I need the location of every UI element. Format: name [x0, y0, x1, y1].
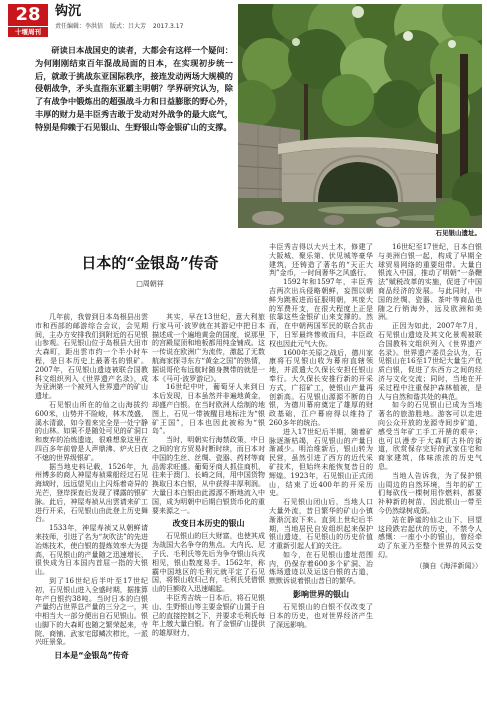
editor-credit: 责任编辑：李洪信	[55, 23, 104, 30]
paragraph: 1600年关原之战后，德川家康将石见银山收为幕府直辖领地，并派遣大久保长安担任银山奉行。大久保长安推行新的开采方式，广招矿工，使银山产量再创新高。石见银山源源不断的白银，为德川幕府奠定了雄厚的财政基础，江户幕府得以维持了260多年的统治。	[269, 348, 373, 427]
paragraph: 当地人告诉我，为了保护银山周边的自然环境，当年的矿工们每砍伐一棵树用作燃料，都要补种新的树苗，因此银山一带至今仍然绿树成荫。	[378, 471, 482, 515]
source-note: （摘自《海洋新闻》）	[415, 561, 482, 570]
section-heading: 日本是“金银岛”传奇	[54, 651, 129, 661]
paragraph: 进入17世纪后半期，随着矿脉逐渐枯竭，石见银山的产量日渐减少。明治维新后，银山转为民营，虽然引进了西方的近代采矿技术，但始终未能恢复昔日的辉煌。1923年，石见银山正式闭山，结束了近400年的开采历史。	[269, 427, 373, 498]
paragraph: 1533年，神屋寿祯又从朝鲜请来技师，引进了名为“灰吹法”的先进冶炼技术，使白银的提炼效率大为提高，石见银山的产量随之迅速增长，很快成为日本国内首屈一指的大银山。	[35, 524, 148, 577]
paragraph: 16世纪至17世纪，日本白银与美洲白银一起，构成了早期全球贸易网络的重要纽带。大量白银流入中国，推动了明朝“一条鞭法”赋税改革的实施，促进了中国商品经济的发展。与此同时，中国的丝绸、瓷器、茶叶等商品也随之行销海外，远及欧洲和美洲。	[378, 243, 482, 322]
designer-credit: 版式：吕大芳	[109, 23, 146, 30]
article-title: 日本的“金银岛”传奇	[81, 254, 219, 272]
photo-caption: 石见银山遗址。	[435, 229, 481, 237]
paragraph: 几年前，我曾到日本岛根县出雲市和西部的邮游综合会议，会见期间，主办方安排我们到附近的石见银山参观。石见银山位于岛根县大田市大森町，距出雲市约一个半小时车程，是日本历史上最著名的银矿。2007年，石见银山遗迹被联合国教科文组织列入《世界遗产名录》，成为亚洲第一个被列入世界遗产的矿山遗址。	[35, 313, 148, 401]
paragraph: 丰臣秀吉统一日本后，将石见银山、生野银山等主要金银矿山置于自己的直接控制之下，并要求毛利氏每年上缴大量白银。有了金银矿山提供的雄厚财力，	[152, 593, 265, 638]
article-column-3	[269, 243, 373, 698]
edition-meta	[55, 23, 188, 31]
section-heading: 改变日本历史的银山	[172, 519, 245, 529]
photo-illustration	[238, 4, 482, 228]
paragraph: 16世纪中叶，葡萄牙人来到日本后发现，日本虽然并非遍地黄金，却盛产白银。在当时欧洲人绘制的地图上，石见一带被醒目地标注为“银矿王国”，日本也因此被称为“银岛”。	[152, 383, 265, 436]
paragraph: 如今，在石见银山遗址范围内，仍保存着600多个矿洞、冶炼场遗迹以及运送白银的古道，默默诉说着银山昔日的繁华。	[269, 550, 373, 586]
paragraph: 1592年和1597年，丰臣秀吉两次出兵侵略朝鲜，妄图以朝鲜为跳板进而征服明朝，其庞大的军费开支，在很大程度上正是依靠这些金银矿山来支撑的。然而，在中朝两国军民的联合抗击下，日军最终惨败而归，丰臣政权也因此元气大伤。	[269, 278, 373, 348]
publication-name: 十堰周刊	[8, 27, 48, 37]
paragraph-continuation: 丰臣秀吉得以大兴土木，修建了大阪城、聚乐第、伏见城等豪华建筑，还铸造了著名的“天正大判”金币，一时间奢华之风盛行。	[269, 243, 373, 278]
paragraph: 据当地史料记载，1526年，九州博多的商人神屋寿祯乘船经过石见海域时，远远望见山上闪烁着奇异的光芒，登岸探查后发现了裸露的银矿脉。此后，神屋寿祯从出雲请来矿工进行开采，石见银山由此登上历史舞台。	[35, 462, 148, 524]
paragraph: 石见银山的白银不仅改变了日本的历史，也对世界经济产生了深远影响。	[269, 603, 373, 629]
section-title: 钩沉	[55, 4, 82, 19]
paragraph: 站在静谧的仙之山下，回望这段跌宕起伏的历史，不禁令人感慨：一座小小的银山，曾经牵动了东亚乃至整个世界的风云变幻。	[378, 515, 482, 559]
page-number: 28	[8, 4, 48, 26]
paragraph: 其实，早在13世纪，意大利旅行家马可·波罗就在其游记中把日本描述成一个遍地黄金的国度，说那里的宫殿屋顶和地板都用纯金铺成。这一传说在欧洲广为流传，激起了无数航海家探寻东方“黄金之国”的热情，据说哥伦布远航时随身携带的就是一本《马可·波罗游记》。	[152, 313, 265, 383]
stone-bridge	[278, 137, 438, 202]
paragraph: 石见银山的巨大财富，也使其成为战国大名争夺的焦点。大内氏、尼子氏、毛利氏等先后为争夺银山兵戎相见，银山数度易手。1562年，称霸中国地区的毛利元就平定了石见国，将银山收归己有，毛利氏凭借银山的巨额收入迅速崛起。	[152, 532, 265, 594]
article-column-2	[152, 313, 265, 698]
paragraph: 正因为如此，2007年7月，石见银山遗迹及其文化景观被联合国教科文组织列入《世界遗产名录》。世界遗产委员会认为，石见银山在16至17世纪大量生产优质白银，促进了东西方之间的经济与文化交流；同时，当地在开采过程中注重保护森林植被，是人与自然和谐共处的典范。	[378, 322, 482, 401]
paragraph: 当时，明朝实行海禁政策，中日之间的官方贸易时断时续，而日本对中国的生丝、丝绸、瓷器、药材等商品需求旺盛。葡萄牙商人抓住商机，往来于澳门、长崎之间，用中国货物换取日本白银，从中获得丰厚利润。大量日本白银由此源源不断地流入中国，成为明朝中后期白银货币化的重要来源之一。	[152, 436, 265, 515]
section-heading: 影响世界的银山	[293, 590, 349, 600]
article-byline: □周朝祥	[136, 280, 164, 288]
paragraph: 到了16世纪后半叶至17世纪初，石见银山进入全盛时期，据推算年产白银约38吨。当时日本的白银产量约占世界总产量的三分之一，其中相当大一部分便出自石见银山。银山脚下的大森町也随之繁荣起来，寺院、商铺、武家宅邸鳞次栉比，一派兴旺景象。	[35, 576, 148, 647]
article-column-4	[378, 243, 482, 698]
paragraph: 如今的石见银山已成为当地著名的旅游胜地。游客可以走进向公众开放的龙源寺间步矿道，感受当年矿工手工开凿的艰辛；也可以漫步于大森町古朴的街道，欣赏保存完好的武家住宅和商家建筑，体味浓浓的历史气息。	[378, 401, 482, 471]
paragraph: 石见银山闭山后，当地人口大量外流，昔日繁华的矿山小镇渐渐沉寂下来。直到上世纪后半期，当地居民自发组织起来保护银山遗迹，石见银山的历史价值才重新引起人们的关注。	[269, 498, 373, 551]
paragraph: 石见银山所在的仙之山海拔约600米，山势并不险峻，林木茂盛，溪水清澈，如今看来完全是一处宁静的山林。如果不是随处可见的矿洞口和废弃的冶炼遗迹，很难想象这里在四百多年前曾是人声鼎沸、炉火日夜不熄的世界级银矿。	[35, 400, 148, 462]
lead-paragraph: 研读日本战国史的读者，大都会有这样一个疑问：为何刚刚结束百年混战局面的日本，在实现初步统一后，就敢于挑战东亚国际秩序，接连发动两场大规模的侵朝战争，矛头直指东亚霸主明朝？学界研究认为，除了有战争中锻炼出的超强战斗力和日益膨胀的野心外，丰厚的财力是丰臣秀吉敢于发动对外战争的最大底气，特别是仰赖于石见银山、生野银山等金银矿山的支撑。	[35, 45, 233, 132]
issue-date: 2017.3.17	[152, 23, 184, 30]
article-column-1	[35, 313, 148, 698]
photo-iwami-ginzan	[238, 4, 482, 228]
